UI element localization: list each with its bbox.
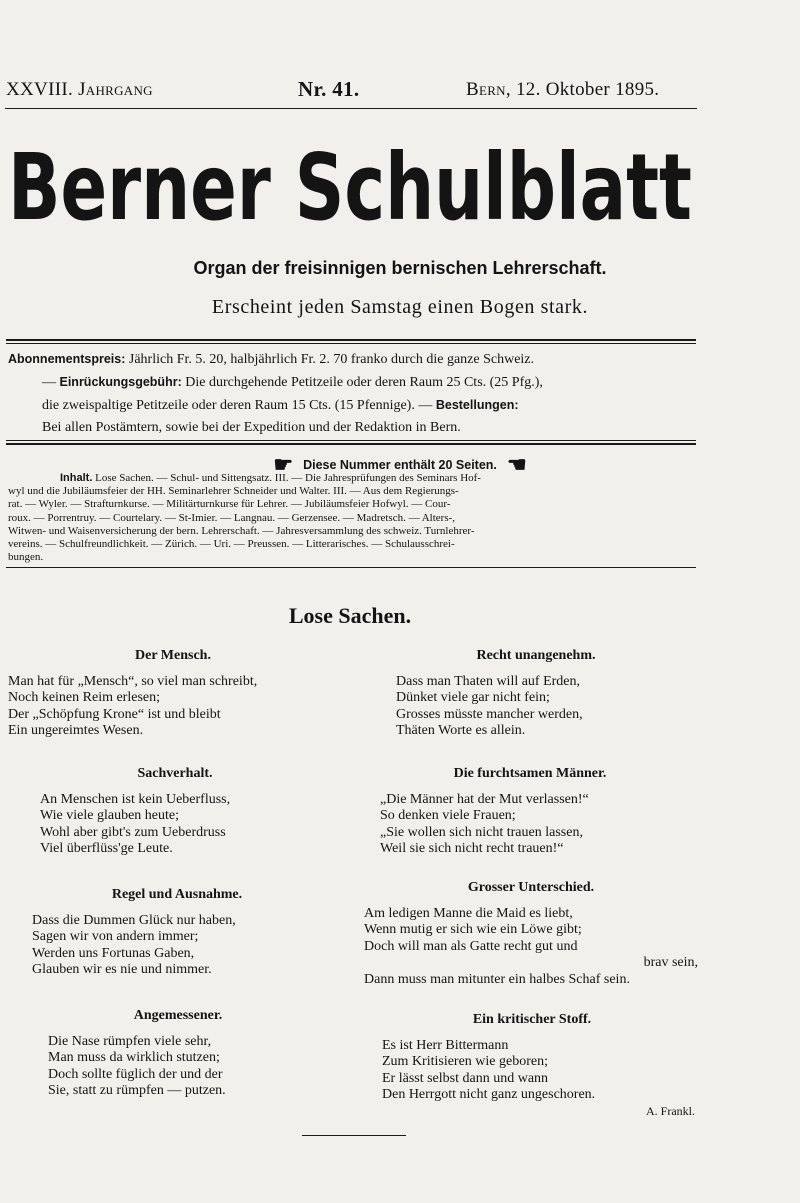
- subscription-line-4: Bei allen Postämtern, sowie bei der Expedition und der Redaktion in Bern.: [42, 420, 461, 435]
- poem-title: Der Mensch.: [135, 648, 211, 663]
- poem-line: „Sie wollen sich nicht trauen lassen,: [380, 824, 583, 840]
- poem-line: Man muss da wirklich stutzen;: [48, 1050, 220, 1065]
- poem-line: Man hat für „Mensch“, so viel man schreibt,: [8, 673, 258, 689]
- poem-line: Die Nase rümpfen viele sehr,: [48, 1033, 212, 1049]
- contents-line-1: Inhalt. Lose Sachen. — Schul- und Sittengsatz. III. — Die Jahresprüfungen des Seminars Hof-: [60, 472, 481, 484]
- contents-line-6: vereins. — Schulfreundlichkeit. — Zürich. — Uri. — Preussen. — Litterarisches. — Schulausschrei-: [8, 538, 455, 551]
- poem-recht-unangenehm: [396, 648, 676, 740]
- poem-title: Grosser Unterschied.: [467, 880, 595, 895]
- double-rule-mid-thin: [6, 440, 696, 441]
- poem-line: Dünket viele gar nicht fein;: [396, 690, 550, 705]
- poem-line: Der „Schöpfung Krone“ ist und bleibt: [8, 706, 221, 722]
- pointing-hand-left-icon: ☛: [506, 452, 527, 477]
- contents-line-5: Witwen- und Waisenversicherung der bern. Lehrerschaft. — Jahresversammlung des schweiz. Turnlehrer-: [8, 524, 475, 537]
- pointing-hand-right-icon: ☛: [273, 452, 294, 477]
- poem-line: Den Herrgott nicht ganz ungeschoren.: [382, 1087, 596, 1102]
- poem-line: Dass die Dummen Glück nur haben,: [32, 912, 236, 928]
- poem-angemessener: [48, 1008, 308, 1100]
- volume-label: XXVIII. Jahrgang: [6, 79, 153, 100]
- header-rule: [5, 108, 697, 109]
- contents-line-2: wyl und die Jubiläumsfeier der HH. Seminarlehrer Schneider und Walter. III. — Aus dem Regierungs-: [8, 485, 459, 498]
- issue-number: Nr. 41.: [298, 77, 360, 101]
- subscription-info: [8, 348, 700, 439]
- author-signature: A. Frankl.: [646, 1104, 695, 1118]
- poem-ein-kritischer-stoff: [382, 1012, 682, 1104]
- issue-date: Bern, 12. Oktober 1895.: [466, 79, 660, 100]
- poem-line: Doch will man als Gatte recht gut und: [364, 938, 578, 954]
- double-rule-top: [6, 339, 696, 341]
- poem-line: Thäten Worte es allein.: [396, 723, 526, 738]
- poem-grosser-unterschied: [364, 880, 698, 988]
- poem-line: Grosses müsste mancher werden,: [396, 706, 583, 722]
- poem-line: Dass man Thaten will auf Erden,: [396, 673, 581, 689]
- publication-frequency: Erscheint jeden Samstag einen Bogen stark.: [211, 296, 589, 318]
- contents-line-7: bungen.: [8, 551, 44, 564]
- poem-der-mensch: [8, 648, 338, 740]
- double-rule-mid: [6, 443, 696, 445]
- poem-regel-und-ausnahme: [32, 887, 322, 979]
- double-rule-top-thin: [6, 343, 696, 344]
- poem-title: Regel und Ausnahme.: [111, 887, 243, 902]
- poem-title: Sachverhalt.: [137, 766, 213, 781]
- contents-line-3: rat. — Wyler. — Strafturnkurse. — Militärturnkurse für Lehrer. — Jubiläumsfeier Hofwyl. — Cour-: [8, 498, 451, 511]
- masthead-subtitle: Organ der freisinnigen bernischen Lehrerschaft.: [193, 258, 607, 278]
- table-of-contents: [8, 472, 698, 564]
- poem-line: Wohl aber gibt's zum Ueberdruss: [40, 824, 226, 840]
- poem-line: Sagen wir von andern immer;: [32, 929, 199, 944]
- poem-line: Zum Kritisieren wie geboren;: [382, 1054, 549, 1069]
- masthead-title: Berner Schulblatt: [8, 134, 692, 241]
- poem-line: An Menschen ist kein Ueberfluss,: [40, 791, 231, 807]
- poem-line: So denken viele Frauen;: [380, 808, 516, 823]
- poem-line: „Die Männer hat der Mut verlassen!“: [380, 791, 589, 807]
- poem-die-furchtsamen-maenner: [380, 766, 680, 858]
- poem-title: Recht unangenehm.: [476, 648, 596, 663]
- poem-line: Glauben wir es nie und nimmer.: [32, 962, 212, 977]
- poem-line: Werden uns Fortunas Gaben,: [32, 945, 195, 961]
- contents-rule: [6, 567, 696, 568]
- poem-title: Angemessener.: [133, 1008, 223, 1023]
- poem-line: brav sein,: [643, 955, 698, 970]
- poem-line: Ein ungereimtes Wesen.: [8, 723, 144, 738]
- poem-line: Viel überflüss'ge Leute.: [40, 841, 173, 856]
- subscription-line-3: die zweispaltige Petitzeile oder deren Raum 15 Cts. (15 Pfennige). — Bestellungen:: [42, 398, 519, 413]
- poem-line: Sie, statt zu rümpfen — putzen.: [48, 1083, 226, 1098]
- poem-line: Es ist Herr Bittermann: [382, 1037, 509, 1053]
- subscription-line-2: — Einrückungsgebühr: Die durchgehende Petitzeile oder deren Raum 25 Cts. (25 Pfg.),: [42, 375, 543, 390]
- page-count-note: ☛ Diese Nummer enthält 20 Seiten. ☛: [273, 452, 527, 477]
- poem-line: Weil sie sich nicht recht trauen!“: [380, 841, 564, 856]
- poem-line: Noch keinen Reim erlesen;: [8, 690, 161, 705]
- poem-title: Die furchtsamen Männer.: [453, 766, 607, 781]
- poem-line: Doch sollte füglich der und der: [48, 1066, 223, 1082]
- poem-line: Dann muss man mitunter ein halbes Schaf sein.: [364, 971, 630, 987]
- end-rule: [302, 1135, 406, 1136]
- poem-title: Ein kritischer Stoff.: [472, 1012, 592, 1027]
- poem-line: Er lässt selbst dann und wann: [382, 1070, 549, 1086]
- subscription-line-1: Abonnementspreis: Jährlich Fr. 5. 20, halbjährlich Fr. 2. 70 franko durch die ganze Schweiz.: [8, 352, 535, 367]
- poem-sachverhalt: [40, 766, 310, 858]
- poem-line: Wenn mutig er sich wie ein Löwe gibt;: [364, 922, 582, 937]
- contents-line-4: roux. — Porrentruy. — Courtelary. — St-Imier. — Langnau. — Gerzensee. — Madretsch. — Alters-,: [8, 511, 456, 524]
- section-title: Lose Sachen.: [288, 603, 412, 628]
- poem-line: Wie viele glauben heute;: [40, 808, 179, 823]
- poem-line: Am ledigen Manne die Maid es liebt,: [364, 905, 573, 921]
